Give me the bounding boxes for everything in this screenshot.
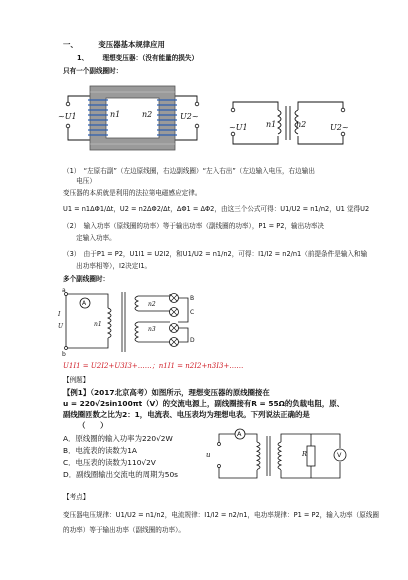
d3-i-label: I [58,311,61,318]
d3-d-lamp-label: D [190,337,195,344]
note-line-2: 电压） [63,177,96,185]
note-line-1: （1） “左原右副”（左边原线圈，右边副线圈）“左入右出”（左边输入电压，右边输出 [63,167,315,175]
law-line-1: 变压器电压规律：U1/U2 = n1/n2，电流规律：I1/I2 = n2/n1，电功率规律：P1 = P2，输入功率（原线圈 [63,511,380,519]
d3-ammeter-label: A [82,300,87,307]
example-circuit-diagram [215,422,350,487]
d2-u1-label: ~U1 [229,123,248,132]
note-line-3: 变压器的本质就是利用的法拉第电磁感应定律。 [63,189,202,197]
d2-n2-label: n2 [296,120,307,129]
note-line-4: U1 = n1ΔΦ1/Δt，U2 = n2ΔΦ2/Δt，ΔΦ1 = ΔΦ2，由这三个公式可得：U1/U2 = n1/n2，U1 觉得U2 [63,205,370,213]
example-line-1: 【例1】（2017北京高考）如图所示，理想变压器的原线圈接在 [63,388,270,397]
option-a: A．原线圈的输入功率为220√2W [63,434,173,443]
d3-c-lamp-label: C [190,309,195,316]
subsection-title-text: 理想变压器：（没有能量的损失） [102,54,199,62]
example-line-2: u = 220√2sin100πt（V）的交流电源上，副线圈接有R = 55Ω的负载电阻，原、 [63,399,345,408]
note-line-5: （2） 输入功率（原线圈的功率）等于输出功率（副线圈的功率），P1 = P2，输出功率决 [63,222,325,230]
note-line-6: 定输入功率。 [63,234,116,242]
d3-a-label: a [62,287,66,294]
example-line-3: 副线圈匝数之比为2：1，电流表、电压表均为理想电表。下列说法正确的是 [63,410,310,419]
option-c: C．电压表的读数为110√2V [63,458,156,467]
subsection-title [77,54,198,63]
d3-u-label: U [58,323,64,330]
note-line-7: （3） 由于P1 = P2，U1I1 = U2I2，和U1/U2 = n1/n2，可得：I1/I2 = n2/n1（前提条件是输入和输 [63,250,368,258]
multi-coil-formula: U1I1 = U2I2+U3I3+……；n1I1 = n2I2+n3I3+…… [63,362,244,370]
d2-n1-label: n1 [266,120,277,129]
d4-voltmeter-label: V [337,451,342,459]
d1-n2-label: n2 [142,110,153,119]
law-line-2: 的功率）等于输出功率（副线圈的功率）。 [63,526,185,534]
note-line-8: 出功率相等），I2决定I1。 [63,262,152,270]
d3-b-lamp-label: B [190,295,195,302]
example-tag: 【例题】 [63,376,90,384]
d1-u2-label: U2~ [180,112,199,121]
section-title [63,40,165,49]
subsection-number: 1、 [77,54,89,62]
section-number: 一、 [63,40,78,49]
option-d: D．副线圈输出交流电的周期为50s [63,470,179,479]
d3-n2-label: n2 [148,301,156,308]
example-line-4: （ ） [78,421,108,430]
d1-u1-label: ~U1 [58,112,77,121]
transformer-diagram-schematic [228,92,348,152]
d2-u2-label: U2~ [330,123,349,132]
d3-n1-label: n1 [94,321,102,328]
section-title-text: 变压器基本规律应用 [98,40,165,49]
d4-resistor-label: R [302,450,307,458]
d3-n3-label: n3 [148,326,156,333]
d1-n1-label: n1 [110,110,121,119]
d4-ammeter-label: A [237,430,242,438]
multi-coil-label: 多个副线圈时： [63,275,110,283]
d3-b-label: b [62,351,66,358]
kaodian-tag: 【考点】 [63,493,90,501]
single-coil-label: 只有一个副线圈时： [63,67,123,75]
option-b: B．电流表的读数为1A [63,446,137,455]
d4-u-label: u [206,451,211,459]
